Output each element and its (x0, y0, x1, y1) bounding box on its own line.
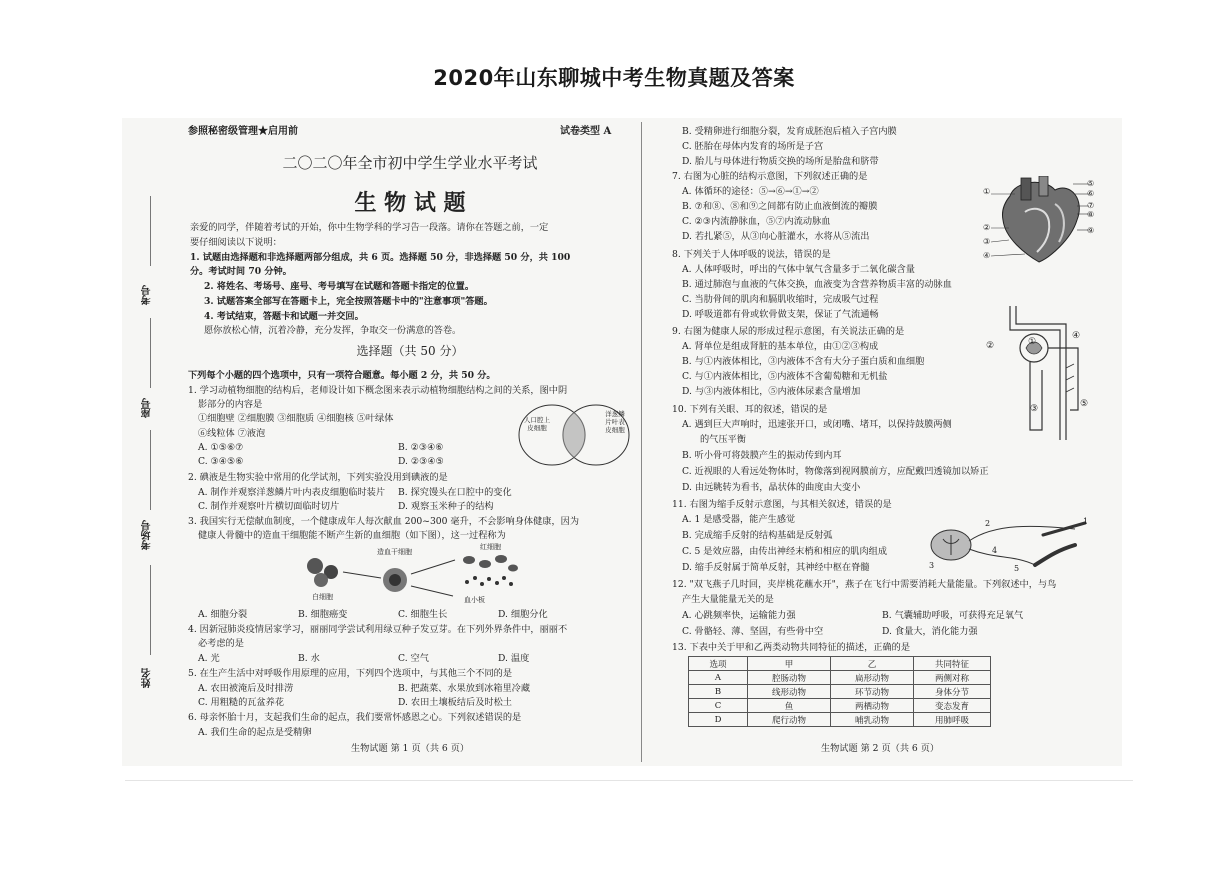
question-line: 4. 因新冠肺炎疫情居家学习，丽丽同学尝试利用绿豆种子发豆芽。在下列外界条件中，丽丽不 (188, 624, 568, 635)
table-cell: 线形动物 (748, 685, 831, 699)
section-heading: 选择题（共 50 分） (356, 344, 464, 358)
intro-line: 3. 试题答案全部写在答题卡上，完全按照答题卡中的"注意事项"答题。 (204, 296, 493, 307)
option: D. 由远眺转为看书，晶状体的曲度由大变小 (682, 482, 861, 493)
question-line: 9. 右图为健康人尿的形成过程示意图，有关说法正确的是 (672, 326, 905, 337)
exam-name: 二〇二〇年全市初中学生学业水平考试 (282, 154, 538, 172)
red-cell-label: 红细胞 (480, 543, 501, 551)
table-cell: 身体分节 (914, 685, 991, 699)
option: D. 农田土壤板结后及时松土 (398, 697, 512, 708)
reflex-num: 1 (1083, 517, 1089, 526)
option: D. 呼吸道都有骨或软骨做支架，保证了气流通畅 (682, 309, 879, 320)
table-cell: 腔肠动物 (748, 671, 831, 685)
heart-num: ② (983, 223, 991, 232)
option: 的气压平衡 (700, 434, 746, 445)
animal-features-table (688, 656, 991, 727)
table-row (689, 699, 991, 713)
option: D. 温度 (498, 653, 530, 664)
side-label-exam-number: 考号 (142, 285, 153, 305)
option: C. 近视眼的人看远处物体时，物像落到视网膜前方，应配戴凹透镜加以矫正 (682, 466, 989, 477)
table-row (689, 685, 991, 699)
intro-line: 分。考试时间 70 分钟。 (190, 266, 292, 277)
kidney-num: ③ (1030, 404, 1039, 414)
option: D. 食量大，消化能力强 (882, 626, 978, 637)
option: C. ②③内流静脉血，⑤⑦内流动脉血 (682, 216, 831, 227)
subject-title: 生 物 试 题 (354, 190, 466, 216)
question-line: ⑥线粒体 ⑦液泡 (198, 428, 266, 439)
table-cell: B (689, 685, 748, 699)
question-line: 11. 右图为缩手反射示意图，与其相关叙述，错误的是 (672, 499, 892, 510)
side-label-exam-room: 考场号 (142, 520, 153, 550)
binding-line (150, 196, 151, 266)
question-line: 2. 碘液是生物实验中常用的化学试剂，下列实验没用到碘液的是 (188, 472, 448, 483)
option: B. ⑦和⑧、⑧和⑨之间都有防止血液倒流的瓣膜 (682, 201, 878, 212)
table-header-cell: 甲 (748, 657, 831, 671)
section-note: 下列每个小题的四个选项中，只有一项符合题意。每小题 2 分，共 50 分。 (188, 370, 496, 381)
option: A. 制作并观察洋葱鳞片叶内表皮细胞临时装片 (198, 487, 386, 498)
option: C. 空气 (398, 653, 429, 664)
option: B. 水 (298, 653, 320, 664)
paper-type: 试卷类型 A (560, 126, 612, 137)
table-cell: 用肺呼吸 (914, 713, 991, 727)
heart-structure-figure (985, 176, 1095, 264)
option: A. 心跳频率快，运输能力强 (682, 610, 796, 621)
question-line: 5. 在生产生活中对呼吸作用原理的应用，下列四个选项中，与其他三个不同的是 (188, 668, 513, 679)
option: B. 把蔬菜、水果放到冰箱里冷藏 (398, 683, 531, 694)
option: A. 遇到巨大声响时，迅速张开口，或闭嘴、堵耳，以保持鼓膜两侧 (682, 419, 952, 430)
question-line: 12. "双飞燕子几时回，夹岸桃花蘸水开"，燕子在飞行中需要消耗大量能量。下列叙述中，与鸟 (672, 579, 1057, 590)
venn-right-label: 洋葱鳞片叶表皮细胞 (605, 410, 625, 434)
kidney-num: ② (986, 341, 995, 351)
table-cell: A (689, 671, 748, 685)
option: D. 若扎紧⑤，从③向心脏灌水，水将从⑤流出 (682, 231, 870, 242)
red-cell (463, 556, 475, 564)
confidential-header: 参照秘密级管理★启用前 (188, 126, 298, 137)
heart-num: ① (983, 187, 991, 196)
reflex-num: 4 (992, 546, 998, 555)
question-line: ①细胞壁 ②细胞膜 ③细胞质 ④细胞核 ⑤叶绿体 (198, 413, 394, 424)
option: C. 用粗糙的瓦盆养花 (198, 697, 285, 708)
option: A. 细胞分裂 (198, 609, 248, 620)
question-line: 7. 右图为心脏的结构示意图，下列叙述正确的是 (672, 171, 868, 182)
table-row (689, 713, 991, 727)
reflex-num: 5 (1014, 564, 1020, 573)
page-divider (641, 122, 642, 762)
side-label-name: 姓名 (142, 668, 153, 688)
option: C. 胚胎在母体内发育的场所是子宫 (682, 141, 824, 152)
intro-line: 要仔细阅读以下说明： (190, 237, 282, 248)
kidney-num: ⑤ (1080, 399, 1089, 409)
question-line: 健康人骨髓中的造血干细胞能不断产生新的血细胞（如下图），这一过程称为 (198, 530, 506, 541)
question-line: 1. 学习动植物细胞的结构后，老师设计如下概念图来表示动植物细胞结构之间的关系，图中阴 (188, 385, 568, 396)
document-title: 2020年山东聊城中考生物真题及答案 (433, 66, 795, 90)
venn-overlap-shaded (562, 412, 586, 458)
binding-line (150, 565, 151, 655)
option: A. 人体呼吸时，呼出的气体中氧气含量多于二氧化碳含量 (682, 264, 915, 275)
heart-num: ⑨ (1087, 226, 1095, 235)
option: B. ②③④⑥ (398, 442, 444, 453)
table-header-row (689, 657, 991, 671)
option: D. 缩手反射属于简单反射，其神经中枢在脊髓 (682, 562, 870, 573)
option: B. 听小骨可将鼓膜产生的振动传到内耳 (682, 450, 842, 461)
table-cell: 扁形动物 (831, 671, 914, 685)
question-line: 必考虑的是 (198, 638, 244, 649)
option: D. 细胞分化 (498, 609, 548, 620)
kidney-num: ① (1028, 337, 1037, 347)
page-footer-right: 生物试题 第 2 页（共 6 页） (820, 743, 940, 754)
table-cell: 爬行动物 (748, 713, 831, 727)
venn-left-label: 人口腔上皮细胞 (524, 416, 550, 432)
heart-num: ⑥ (1087, 189, 1095, 198)
heart-num: ③ (983, 237, 991, 246)
option: C. 细胞生长 (398, 609, 448, 620)
option: B. 通过肺泡与血液的气体交换，血液变为含营养物质丰富的动脉血 (682, 279, 952, 290)
option: A. ①⑤⑥⑦ (198, 442, 244, 453)
reflex-num: 3 (929, 561, 935, 570)
table-cell: 哺乳动物 (831, 713, 914, 727)
option: B. 细胞癌变 (298, 609, 348, 620)
cell-venn-diagram (510, 402, 636, 468)
table-header-cell: 选项 (689, 657, 748, 671)
option: D. 胎儿与母体进行物质交换的场所是胎盘和脐带 (682, 156, 879, 167)
intro-line: 愿你放松心情，沉着冷静，充分发挥，争取交一份满意的答卷。 (204, 325, 462, 336)
option: C. 制作并观察叶片横切面临时切片 (198, 501, 340, 512)
table-header-cell: 乙 (831, 657, 914, 671)
table-header-cell: 共同特征 (914, 657, 991, 671)
table-cell: 鱼 (748, 699, 831, 713)
table-cell: C (689, 699, 748, 713)
intro-line: 1. 试题由选择题和非选择题两部分组成，共 6 页。选择题 50 分，非选择题 50 分，共 100 (190, 252, 571, 263)
option: C. 骨骼轻、薄、坚固，有些骨中空 (682, 626, 824, 637)
table-row (689, 671, 991, 685)
option: A. 光 (198, 653, 220, 664)
option: A. 农田被淹后及时排涝 (198, 683, 294, 694)
intro-line: 4. 考试结束，答题卡和试题一并交回。 (204, 311, 364, 322)
reflex-arc-figure (925, 515, 1093, 573)
question-line: 影部分的内容是 (198, 399, 263, 410)
intro-line: 2. 将姓名、考场号、座号、考号填写在试题和答题卡指定的位置。 (204, 281, 475, 292)
urine-formation-figure (990, 300, 1090, 450)
option: A. 体循环的途径：⑤→⑥→①→② (682, 186, 819, 197)
heart-num: ④ (983, 251, 991, 260)
bottom-rule (125, 780, 1133, 781)
binding-line (150, 430, 151, 510)
question-line: 3. 我国实行无偿献血制度，一个健康成年人每次献血 200~300 毫升，不会影响身体健康，因为 (188, 516, 580, 527)
option: B. 气囊辅助呼吸，可获得充足氧气 (882, 610, 1024, 621)
option: A. 我们生命的起点是受精卵 (198, 727, 312, 738)
platelet-label: 血小板 (464, 596, 485, 604)
heart-num: ⑧ (1087, 210, 1095, 219)
kidney-num: ④ (1072, 331, 1081, 341)
table-cell: D (689, 713, 748, 727)
question-line: 6. 母亲怀胎十月，支起我们生命的起点，我们要常怀感恩之心。下列叙述错误的是 (188, 712, 522, 723)
option: D. 与③内液体相比，⑤内液体尿素含量增加 (682, 386, 861, 397)
intro-line: 亲爱的同学，伴随着考试的开始，你中生物学科的学习告一段落。请你在答题之前，一定 (190, 222, 549, 233)
option: B. 探究馒头在口腔中的变化 (398, 487, 512, 498)
table-cell: 环节动物 (831, 685, 914, 699)
table-cell: 两栖动物 (831, 699, 914, 713)
option: B. 与①内液体相比，③内液体不含有大分子蛋白质和血细胞 (682, 356, 925, 367)
option: B. 完成缩手反射的结构基础是反射弧 (682, 530, 833, 541)
option: C. ③④⑤⑥ (198, 456, 244, 467)
question-line: 8. 下列关于人体呼吸的说法，错误的是 (672, 249, 831, 260)
table-cell: 两侧对称 (914, 671, 991, 685)
white-cell-label: 白细胞 (312, 593, 333, 601)
option: D. 观察玉米种子的结构 (398, 501, 494, 512)
question-line: 产生大量能量无关的是 (682, 594, 774, 605)
heart-num: ⑦ (1087, 201, 1095, 210)
option: A. 肾单位是组成肾脏的基本单位，由①②③构成 (682, 341, 879, 352)
reflex-num: 2 (985, 519, 991, 528)
question-line: 13. 下表中关于甲和乙两类动物共同特征的描述，正确的是 (672, 642, 911, 653)
page-footer-left: 生物试题 第 1 页（共 6 页） (350, 743, 470, 754)
stem-cell-label: 造血干细胞 (377, 548, 412, 556)
question-line: 10. 下列有关眼、耳的叙述，错误的是 (672, 404, 828, 415)
option: B. 受精卵进行细胞分裂，发育成胚泡后植入子宫内膜 (682, 126, 897, 137)
option: C. 与①内液体相比，⑤内液体不含葡萄糖和无机盐 (682, 371, 888, 382)
option: C. 当肋骨间的肌肉和膈肌收缩时，完成吸气过程 (682, 294, 879, 305)
option: D. ②③④⑤ (398, 456, 444, 467)
option: A. 1 是感受器，能产生感觉 (682, 514, 796, 525)
side-label-seat-number: 座号 (142, 398, 153, 418)
table-cell: 变态发育 (914, 699, 991, 713)
option: C. 5 是效应器，由传出神经末梢和相应的肌肉组成 (682, 546, 888, 557)
binding-line (150, 318, 151, 388)
platelet (465, 580, 469, 584)
heart-num: ⑤ (1087, 179, 1095, 188)
white-cell (307, 558, 323, 574)
